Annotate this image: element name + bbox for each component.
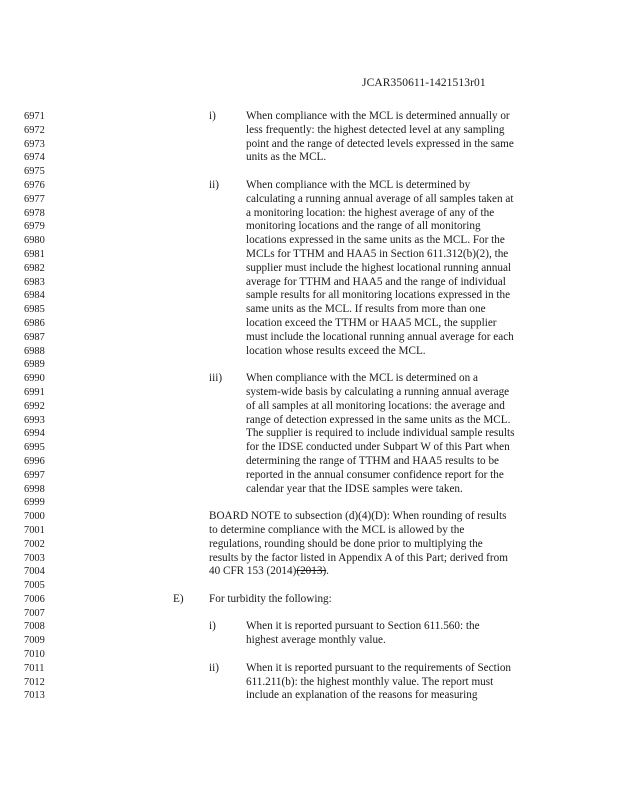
- text-line: [0, 538, 618, 552]
- text-line: [0, 552, 618, 566]
- item-iii-text: The supplier is required to include individual sample results: [246, 427, 515, 440]
- item-i-text: less frequently: the highest detected level at any sampling: [246, 123, 505, 136]
- text-line: [0, 400, 618, 414]
- blank-line: [0, 496, 618, 510]
- text-line: [0, 441, 618, 455]
- text-line: [0, 110, 618, 124]
- line-number: 6974: [24, 152, 45, 164]
- item-e-i-text: highest average monthly value.: [246, 634, 386, 647]
- line-number: 6994: [24, 428, 45, 440]
- line-number: 6975: [24, 166, 45, 178]
- line-number: 6998: [24, 483, 45, 495]
- line-number: 6989: [24, 359, 45, 371]
- line-number: 6991: [24, 386, 45, 398]
- line-number: 7004: [24, 566, 45, 578]
- line-number: 6984: [24, 290, 45, 302]
- text-line: [0, 634, 618, 648]
- board-note-text: regulations, rounding should be done prior to multiplying the: [209, 537, 483, 550]
- citation-struck-year: (2013): [296, 565, 327, 578]
- item-iii-text: for the IDSE conducted under Subpart W of this Part when: [246, 441, 510, 454]
- text-line: [0, 248, 618, 262]
- item-iii-text: determining the range of TTHM and HAA5 results to be: [246, 454, 500, 467]
- item-ii-text: average for TTHM and HAA5 and the range of individual: [246, 275, 506, 288]
- item-e-marker: E): [173, 592, 184, 605]
- board-note-text: to determine compliance with the MCL is allowed by the: [209, 523, 465, 536]
- item-e-text: For turbidity the following:: [209, 592, 332, 605]
- item-e-i-marker: i): [209, 620, 216, 633]
- text-line: [0, 372, 618, 386]
- item-ii-marker: ii): [209, 178, 219, 191]
- document-id: JCAR350611-1421513r01: [362, 77, 486, 89]
- text-line: [0, 565, 618, 579]
- line-number: 6973: [24, 138, 45, 150]
- text-line: [0, 179, 618, 193]
- text-line: [0, 345, 618, 359]
- text-line: [0, 620, 618, 634]
- item-ii-text: a monitoring location: the highest average of any of the: [246, 206, 495, 219]
- item-i-text: point and the range of detected levels expressed in the same: [246, 137, 514, 150]
- item-ii-text: When compliance with the MCL is determined by: [246, 178, 471, 191]
- text-line: [0, 138, 618, 152]
- citation-prefix: 40 CFR 153: [209, 565, 267, 578]
- item-iii-marker: iii): [209, 372, 223, 385]
- line-number: 6996: [24, 455, 45, 467]
- line-number: 7002: [24, 538, 45, 550]
- text-line: [0, 262, 618, 276]
- item-i-marker: i): [209, 110, 216, 122]
- item-ii-text: MCLs for TTHM and HAA5 in Section 611.312(b)(2), the: [246, 247, 509, 260]
- line-number: 7011: [24, 662, 45, 674]
- line-number: 6971: [24, 111, 45, 122]
- line-number: 6981: [24, 248, 45, 260]
- text-line: [0, 193, 618, 207]
- item-i-text: units as the MCL.: [246, 151, 327, 164]
- blank-line: [0, 607, 618, 621]
- text-line: [0, 234, 618, 248]
- text-line: [0, 483, 618, 497]
- item-e-ii-text: 611.211(b): the highest monthly value. The report must: [246, 675, 494, 688]
- line-number: 6997: [24, 469, 45, 481]
- blank-line: [0, 648, 618, 662]
- line-number: 7001: [24, 524, 45, 536]
- text-line: [0, 220, 618, 234]
- blank-line: [0, 579, 618, 593]
- line-number: 6972: [24, 124, 45, 136]
- line-number: 6978: [24, 207, 45, 219]
- line-number: 6986: [24, 317, 45, 329]
- text-line: [0, 524, 618, 538]
- item-iii-text: system-wide basis by calculating a running annual average: [246, 385, 510, 398]
- item-ii-text: same units as the MCL. If results from more than one: [246, 303, 486, 316]
- item-iii-text: reported in the annual consumer confidence report for the: [246, 468, 504, 481]
- line-number: 7000: [24, 511, 45, 523]
- text-line: [0, 510, 618, 524]
- item-e-ii-text: When it is reported pursuant to the requirements of Section: [246, 661, 512, 674]
- item-e-i-text: When it is reported pursuant to Section 611.560: the: [246, 620, 480, 633]
- item-ii-text: locations expressed in the same units as the MCL. For the: [246, 234, 505, 247]
- line-number: 6995: [24, 442, 45, 454]
- line-number: 7009: [24, 635, 45, 647]
- text-line: [0, 469, 618, 483]
- item-iii-text: range of detection expressed in the same units as the MCL.: [246, 413, 511, 426]
- text-line: [0, 386, 618, 400]
- blank-line: [0, 165, 618, 179]
- board-note-text: BOARD NOTE to subsection (d)(4)(D): When rounding of results: [209, 510, 507, 523]
- blank-line: [0, 358, 618, 372]
- text-line: [0, 689, 618, 703]
- text-line: [0, 455, 618, 469]
- line-number: 6977: [24, 193, 45, 205]
- item-iii-text: calendar year that the IDSE samples were taken.: [246, 482, 463, 495]
- text-line: [0, 427, 618, 441]
- item-ii-text: location whose results exceed the MCL.: [246, 344, 426, 357]
- board-note-citation: [209, 565, 329, 579]
- line-number: 6992: [24, 400, 45, 412]
- text-line: [0, 593, 618, 607]
- line-number: 6982: [24, 262, 45, 274]
- line-number: 7005: [24, 580, 45, 592]
- line-number: 6979: [24, 221, 45, 233]
- item-ii-text: must include the locational running annual average for each: [246, 330, 514, 343]
- line-number: 6990: [24, 373, 45, 385]
- line-number: 6976: [24, 179, 45, 191]
- line-number: 6985: [24, 304, 45, 316]
- line-number: 7006: [24, 593, 45, 605]
- line-number: 7003: [24, 552, 45, 564]
- line-number: 7012: [24, 676, 45, 688]
- text-line: [0, 124, 618, 138]
- item-ii-text: calculating a running annual average of all samples taken at: [246, 192, 514, 205]
- text-line: [0, 151, 618, 165]
- text-line: [0, 331, 618, 345]
- line-number: 6999: [24, 497, 45, 509]
- line-number: 6988: [24, 345, 45, 357]
- item-ii-text: supplier must include the highest locational running annual: [246, 261, 512, 274]
- text-line: [0, 317, 618, 331]
- item-iii-text: When compliance with the MCL is determined on a: [246, 372, 478, 385]
- line-number: 7008: [24, 621, 45, 633]
- document-body: [0, 110, 618, 703]
- line-number: 6993: [24, 414, 45, 426]
- text-line: [0, 276, 618, 290]
- text-line: [0, 289, 618, 303]
- item-e-ii-text: include an explanation of the reasons for measuring: [246, 689, 478, 702]
- line-number: 6987: [24, 331, 45, 343]
- text-line: [0, 303, 618, 317]
- item-ii-text: location exceed the TTHM or HAA5 MCL, the supplier: [246, 316, 497, 329]
- line-number: 7007: [24, 607, 45, 619]
- item-e-ii-marker: ii): [209, 661, 219, 674]
- line-number: 6983: [24, 276, 45, 288]
- text-line: [0, 207, 618, 221]
- item-i-text: When compliance with the MCL is determined annually or: [246, 110, 510, 122]
- item-ii-text: sample results for all monitoring locations expressed in the: [246, 289, 511, 302]
- text-line: [0, 676, 618, 690]
- citation-suffix: .: [326, 565, 329, 578]
- item-iii-text: of all samples at all monitoring locations: the average and: [246, 399, 505, 412]
- line-number: 7013: [24, 690, 45, 702]
- line-number: 6980: [24, 235, 45, 247]
- board-note-text: results by the factor listed in Appendix A of this Part; derived from: [209, 551, 508, 564]
- text-line: [0, 662, 618, 676]
- line-number: 7010: [24, 649, 45, 661]
- text-line: [0, 414, 618, 428]
- citation-inserted-year: (2014): [266, 565, 297, 578]
- item-ii-text: monitoring locations and the range of all monitoring: [246, 220, 481, 233]
